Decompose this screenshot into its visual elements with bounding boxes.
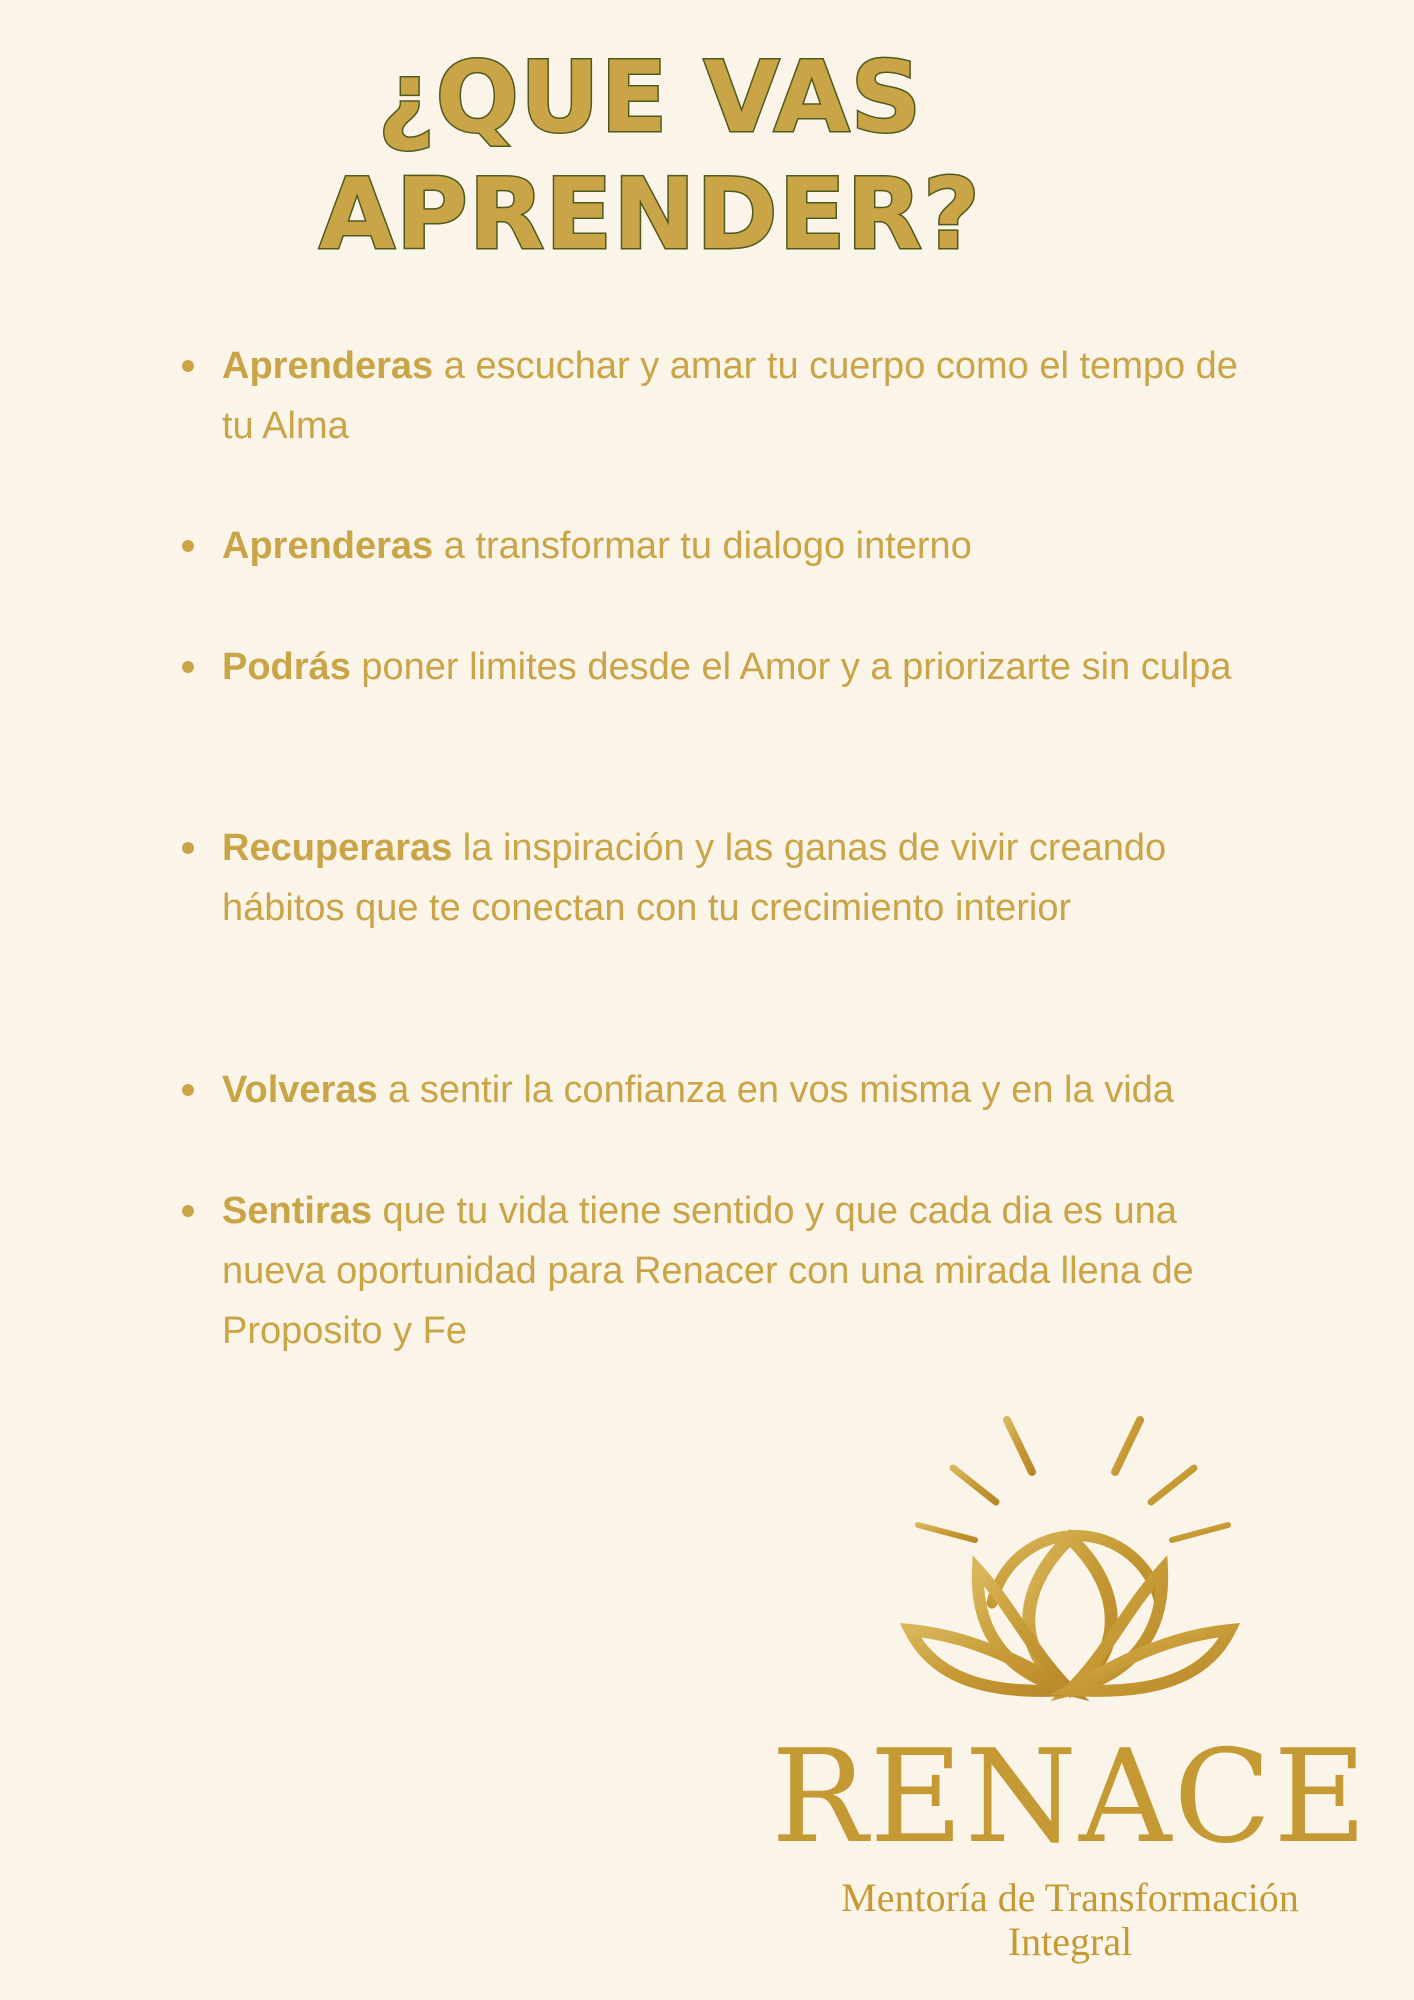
list-item <box>180 336 1280 456</box>
list-item-rest: a sentir la confianza en vos misma y en la vida <box>377 1069 1174 1111</box>
list-item-lead: Recuperaras <box>222 827 453 869</box>
list-item-lead: Aprenderas <box>222 525 434 567</box>
page-title <box>0 40 1300 274</box>
list-item-rest: la inspiración y las ganas de vivir creando hábitos que te conectan con tu crecimiento interior <box>222 827 1167 929</box>
list-item <box>180 1060 1280 1120</box>
title-line-1: ¿QUE VAS <box>377 41 923 155</box>
list-item-text <box>222 516 1280 576</box>
list-item-lead: Podrás <box>222 646 351 688</box>
bullet-icon <box>182 842 194 854</box>
list-item-rest: a transformar tu dialogo interno <box>433 525 972 567</box>
bullet-icon <box>182 360 194 372</box>
list-item-text <box>222 637 1280 697</box>
list-item <box>180 516 1280 576</box>
bullet-icon <box>182 661 194 673</box>
list-item-rest: que tu vida tiene sentido y que cada dia es una nueva oportunidad para Renacer con una mirada llena de Proposito y Fe <box>222 1190 1194 1352</box>
list-item-rest: poner limites desde el Amor y a priorizarte sin culpa <box>350 646 1232 688</box>
list-item-rest: a escuchar y amar tu cuerpo como el tempo de tu Alma <box>222 345 1238 447</box>
list-item <box>180 637 1280 697</box>
bullet-icon <box>182 1084 194 1096</box>
list-item-lead: Aprenderas <box>222 345 434 387</box>
title-line-2: APRENDER? <box>319 158 981 272</box>
brand-tagline-line-2: Integral <box>1007 1919 1133 1964</box>
brand-name: RENACE <box>771 1723 1369 1872</box>
list-item-text <box>222 1060 1280 1120</box>
bullet-icon <box>182 540 194 552</box>
brand-tagline-line-1: Mentoría de Transformación <box>841 1875 1299 1920</box>
list-item <box>180 818 1280 938</box>
list-item-text <box>222 818 1280 938</box>
list-item-text <box>222 1181 1280 1361</box>
list-item <box>180 1181 1280 1361</box>
list-item-lead: Volveras <box>222 1069 378 1111</box>
list-item-text <box>222 336 1280 456</box>
list-item-lead: Sentiras <box>222 1190 372 1232</box>
bullet-icon <box>182 1205 194 1217</box>
brand-tagline <box>770 1876 1370 1964</box>
